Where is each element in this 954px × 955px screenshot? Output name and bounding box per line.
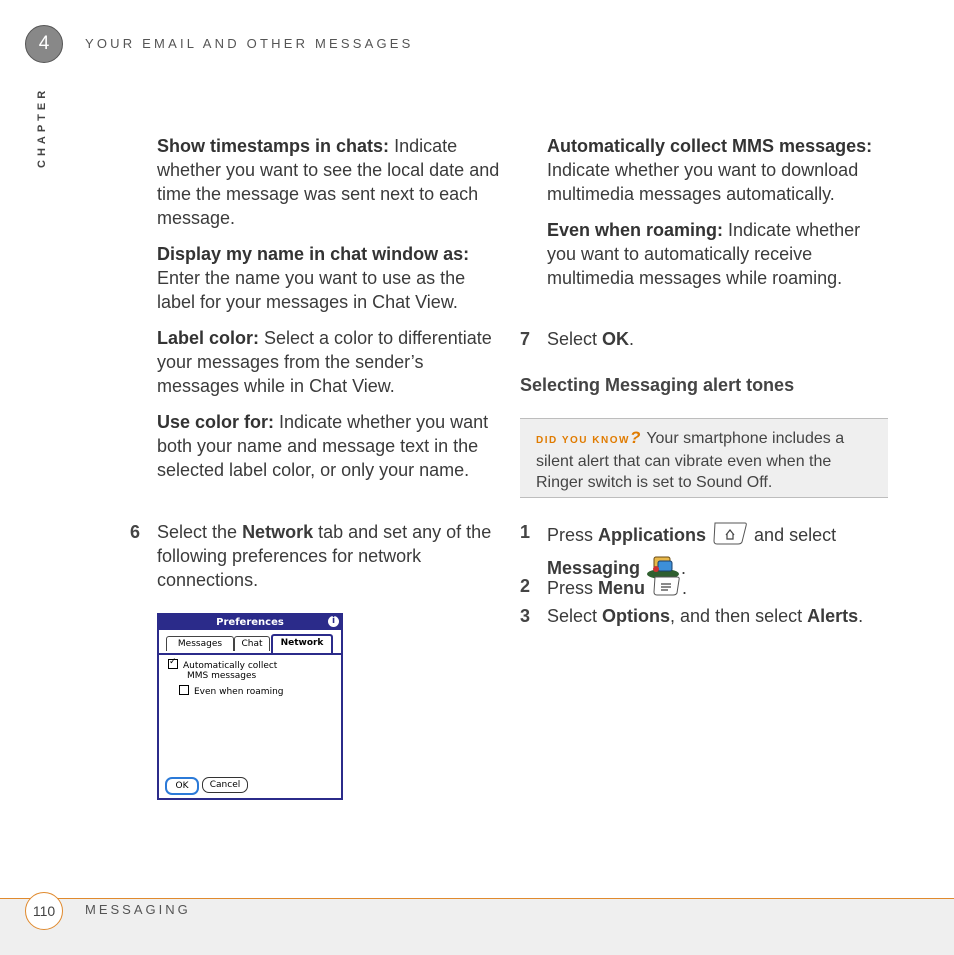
option-even-when-roaming[interactable]: Even when roaming	[179, 685, 284, 698]
checkbox-unchecked-icon[interactable]	[179, 685, 189, 695]
cancel-button[interactable]: Cancel	[202, 777, 248, 793]
left-column	[157, 134, 502, 494]
step-6: 6 Select the Network tab and set any of the following preferences for network connections.	[130, 522, 492, 590]
chapter-label: CHAPTER	[36, 86, 48, 168]
step-number: 7	[520, 329, 531, 349]
paragraph-label-color: Label color: Select a color to differentiate your messages from the sender’s messages while in Chat View.	[157, 328, 492, 396]
footer-section-name: MESSAGING	[85, 902, 191, 917]
step-7: 7 Select OK.	[520, 329, 635, 349]
step-number: 3	[520, 606, 531, 626]
question-mark-icon: ?	[629, 428, 641, 447]
right-column	[547, 134, 892, 302]
step-3: 3 Select Options, and then select Alerts.	[520, 606, 864, 626]
chapter-number-badge: 4	[25, 25, 63, 63]
preferences-screenshot	[157, 613, 343, 800]
tip-text: DID YOU KNOW? Your smartphone includes a silent alert that can vibrate even when the Ringer switch is set to Sound Off.	[536, 428, 845, 491]
paragraph-auto-collect-mms: Automatically collect MMS messages: Indicate whether you want to download multimedia messages automatically.	[547, 136, 873, 204]
step-2: 2 Press Menu .	[547, 574, 892, 604]
ok-button[interactable]: OK	[165, 777, 199, 795]
paragraph-show-timestamps: Show timestamps in chats: Indicate whether you want to see the local date and time the message was sent next to each message.	[157, 136, 500, 228]
did-you-know-tip	[520, 418, 888, 498]
step-number: 1	[520, 522, 531, 542]
device-title: Preferences	[216, 617, 284, 628]
step-number: 6	[130, 522, 141, 542]
paragraph-even-when-roaming: Even when roaming: Indicate whether you want to automatically receive multimedia messages while roaming.	[547, 220, 861, 288]
checkbox-checked-icon[interactable]	[168, 659, 178, 669]
tip-label: DID YOU KNOW	[536, 435, 630, 446]
page-number: 110	[25, 892, 63, 930]
running-head: YOUR EMAIL AND OTHER MESSAGES	[85, 36, 414, 51]
section-heading: Selecting Messaging alert tones	[520, 375, 795, 395]
applications-home-key-icon	[711, 520, 749, 552]
device-tab-bar	[159, 633, 341, 655]
step-1: 1 Press Applications and select Messaging .	[547, 520, 892, 586]
paragraph-use-color: Use color for: Indicate whether you want both your name and message text in the selected label color, or only your name.	[157, 412, 489, 480]
tab-messages[interactable]: Messages	[166, 636, 234, 651]
paragraph-display-name: Display my name in chat window as: Enter the name you want to use as the label for your messages in Chat View.	[157, 244, 470, 312]
option-auto-collect-mms-line2: MMS messages	[187, 671, 257, 681]
info-icon[interactable]: i	[328, 616, 339, 627]
step-number: 2	[520, 576, 531, 596]
menu-key-icon	[650, 574, 682, 604]
tab-network[interactable]: Network	[271, 634, 333, 653]
option-auto-collect-mms[interactable]: ✓Automatically collect	[168, 659, 277, 672]
device-title-bar	[159, 615, 341, 630]
tab-chat[interactable]: Chat	[234, 636, 270, 651]
